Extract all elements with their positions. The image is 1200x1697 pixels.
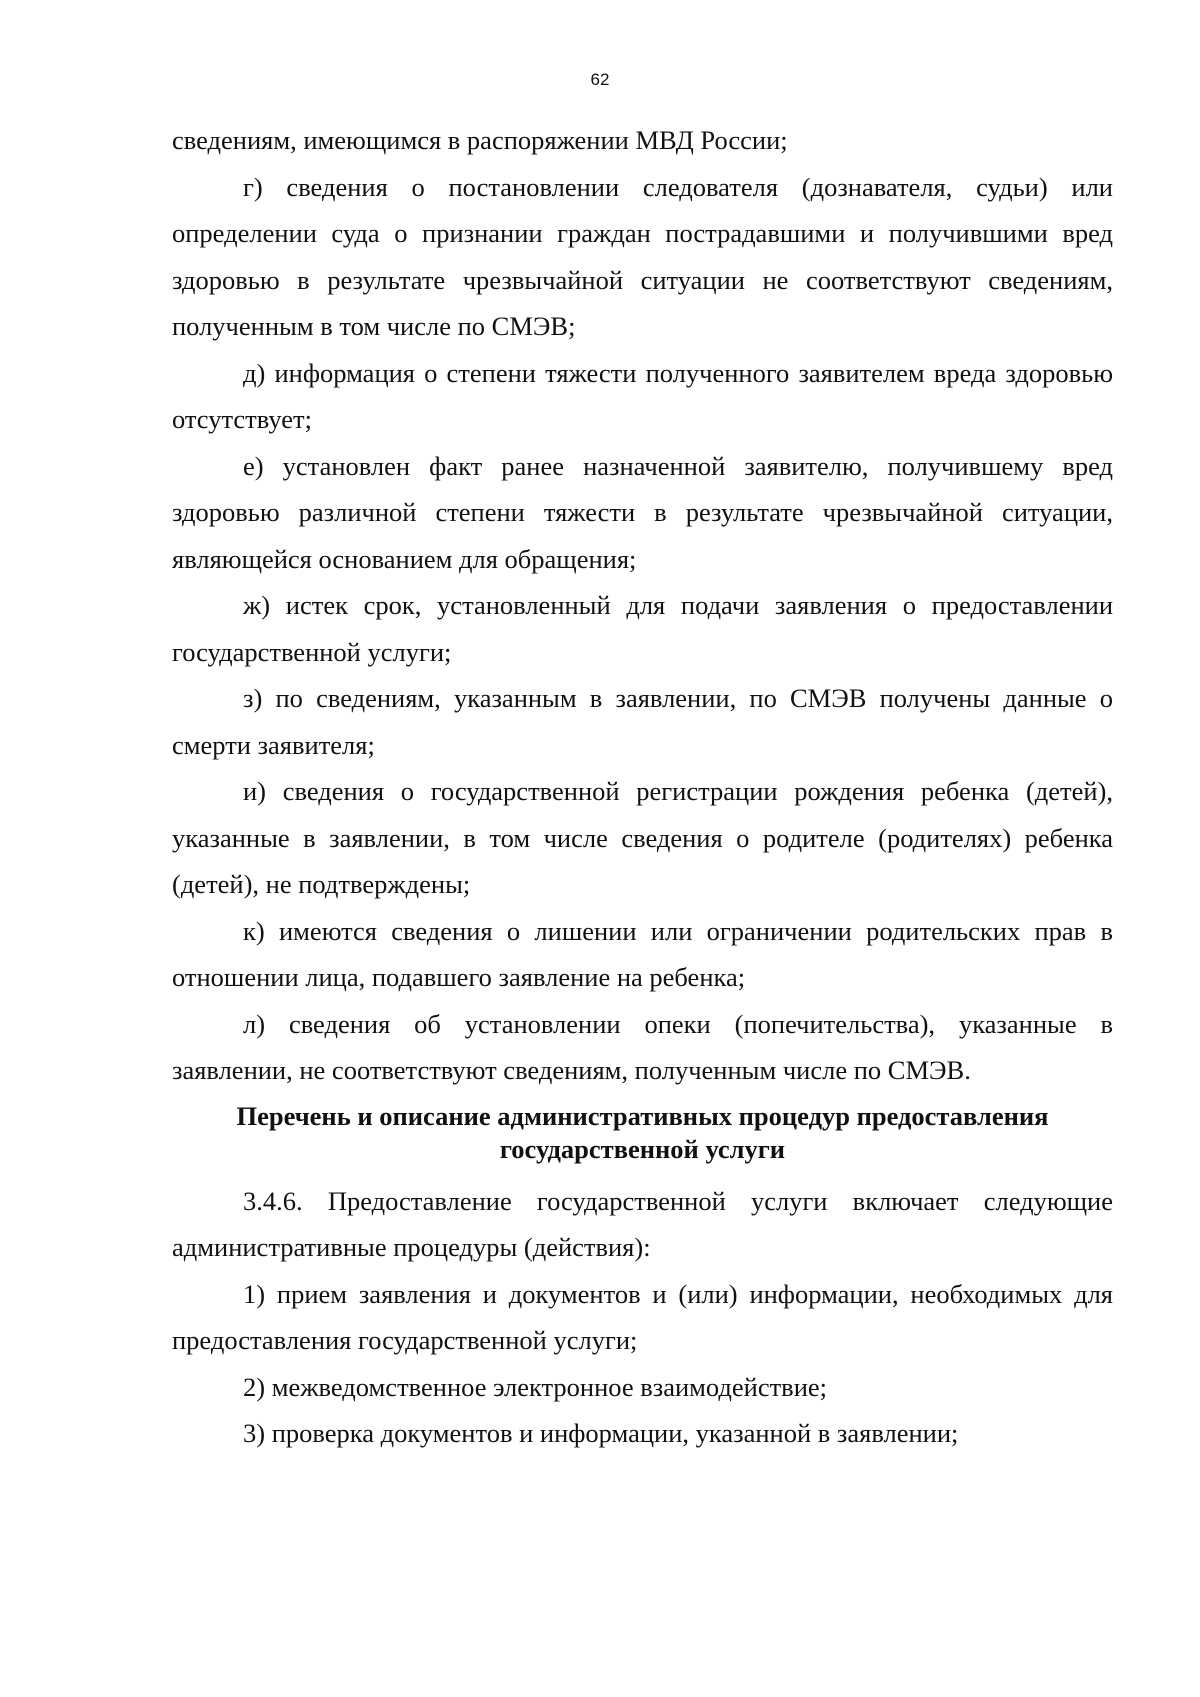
paragraph-item-e: е) установлен факт ранее назначенной заявителю, получившему вред здоровью различной степени тяжести в результате чрезвычайной ситуации, являющейся основанием для обращения; xyxy=(172,450,1113,574)
paragraph-item-z: з) по сведениям, указанным в заявлении, по СМЭВ получены данные о смерти заявителя; xyxy=(172,683,1113,760)
paragraph-item-g: г) сведения о постановлении следователя (дознавателя, судьи) или определении суда о признании граждан пострадавшими и получившими вред здоровью в результате чрезвычайной ситуации не соответствуют сведениям, полученным в том числе по СМЭВ; xyxy=(172,171,1113,341)
section-heading-line-2: государственной услуги xyxy=(499,1133,786,1164)
page-number: 62 xyxy=(590,70,610,89)
paragraph-item-l: л) сведения об установлении опеки (попечительства), указанные в заявлении, не соответствуют сведениям, полученным числе по СМЭВ. xyxy=(172,1008,1113,1085)
paragraph-procedure-3: 3) проверка документов и информации, указанной в заявлении; xyxy=(243,1418,959,1448)
paragraph-item-d: д) информация о степени тяжести полученного заявителем вреда здоровью отсутствует; xyxy=(172,357,1113,434)
paragraph-procedure-1: 1) прием заявления и документов и (или) информации, необходимых для предоставления государственной услуги; xyxy=(172,1278,1113,1355)
section-heading xyxy=(172,1100,1113,1166)
paragraph-item-zh: ж) истек срок, установленный для подачи заявления о предоставлении государственной услуги; xyxy=(172,590,1113,667)
paragraph-item-i: и) сведения о государственной регистрации рождения ребенка (детей), указанные в заявлении, в том числе сведения о родителе (родителях) ребенка (детей), не подтверждены; xyxy=(172,776,1113,899)
paragraph-procedure-2: 2) межведомственное электронное взаимодействие; xyxy=(243,1371,827,1402)
paragraph-3-4-6: 3.4.6. Предоставление государственной услуги включает следующие административные процедуры (действия): xyxy=(172,1185,1113,1262)
paragraph-item-k: к) имеются сведения о лишении или ограничении родительских прав в отношении лица, подавшего заявление на ребенка; xyxy=(172,915,1113,992)
document-body xyxy=(172,117,1113,1457)
section-heading-line-1: Перечень и описание административных процедур предоставления xyxy=(236,1100,1049,1131)
paragraph-mvd-info: сведениям, имеющимся в распоряжении МВД России; xyxy=(172,125,788,155)
